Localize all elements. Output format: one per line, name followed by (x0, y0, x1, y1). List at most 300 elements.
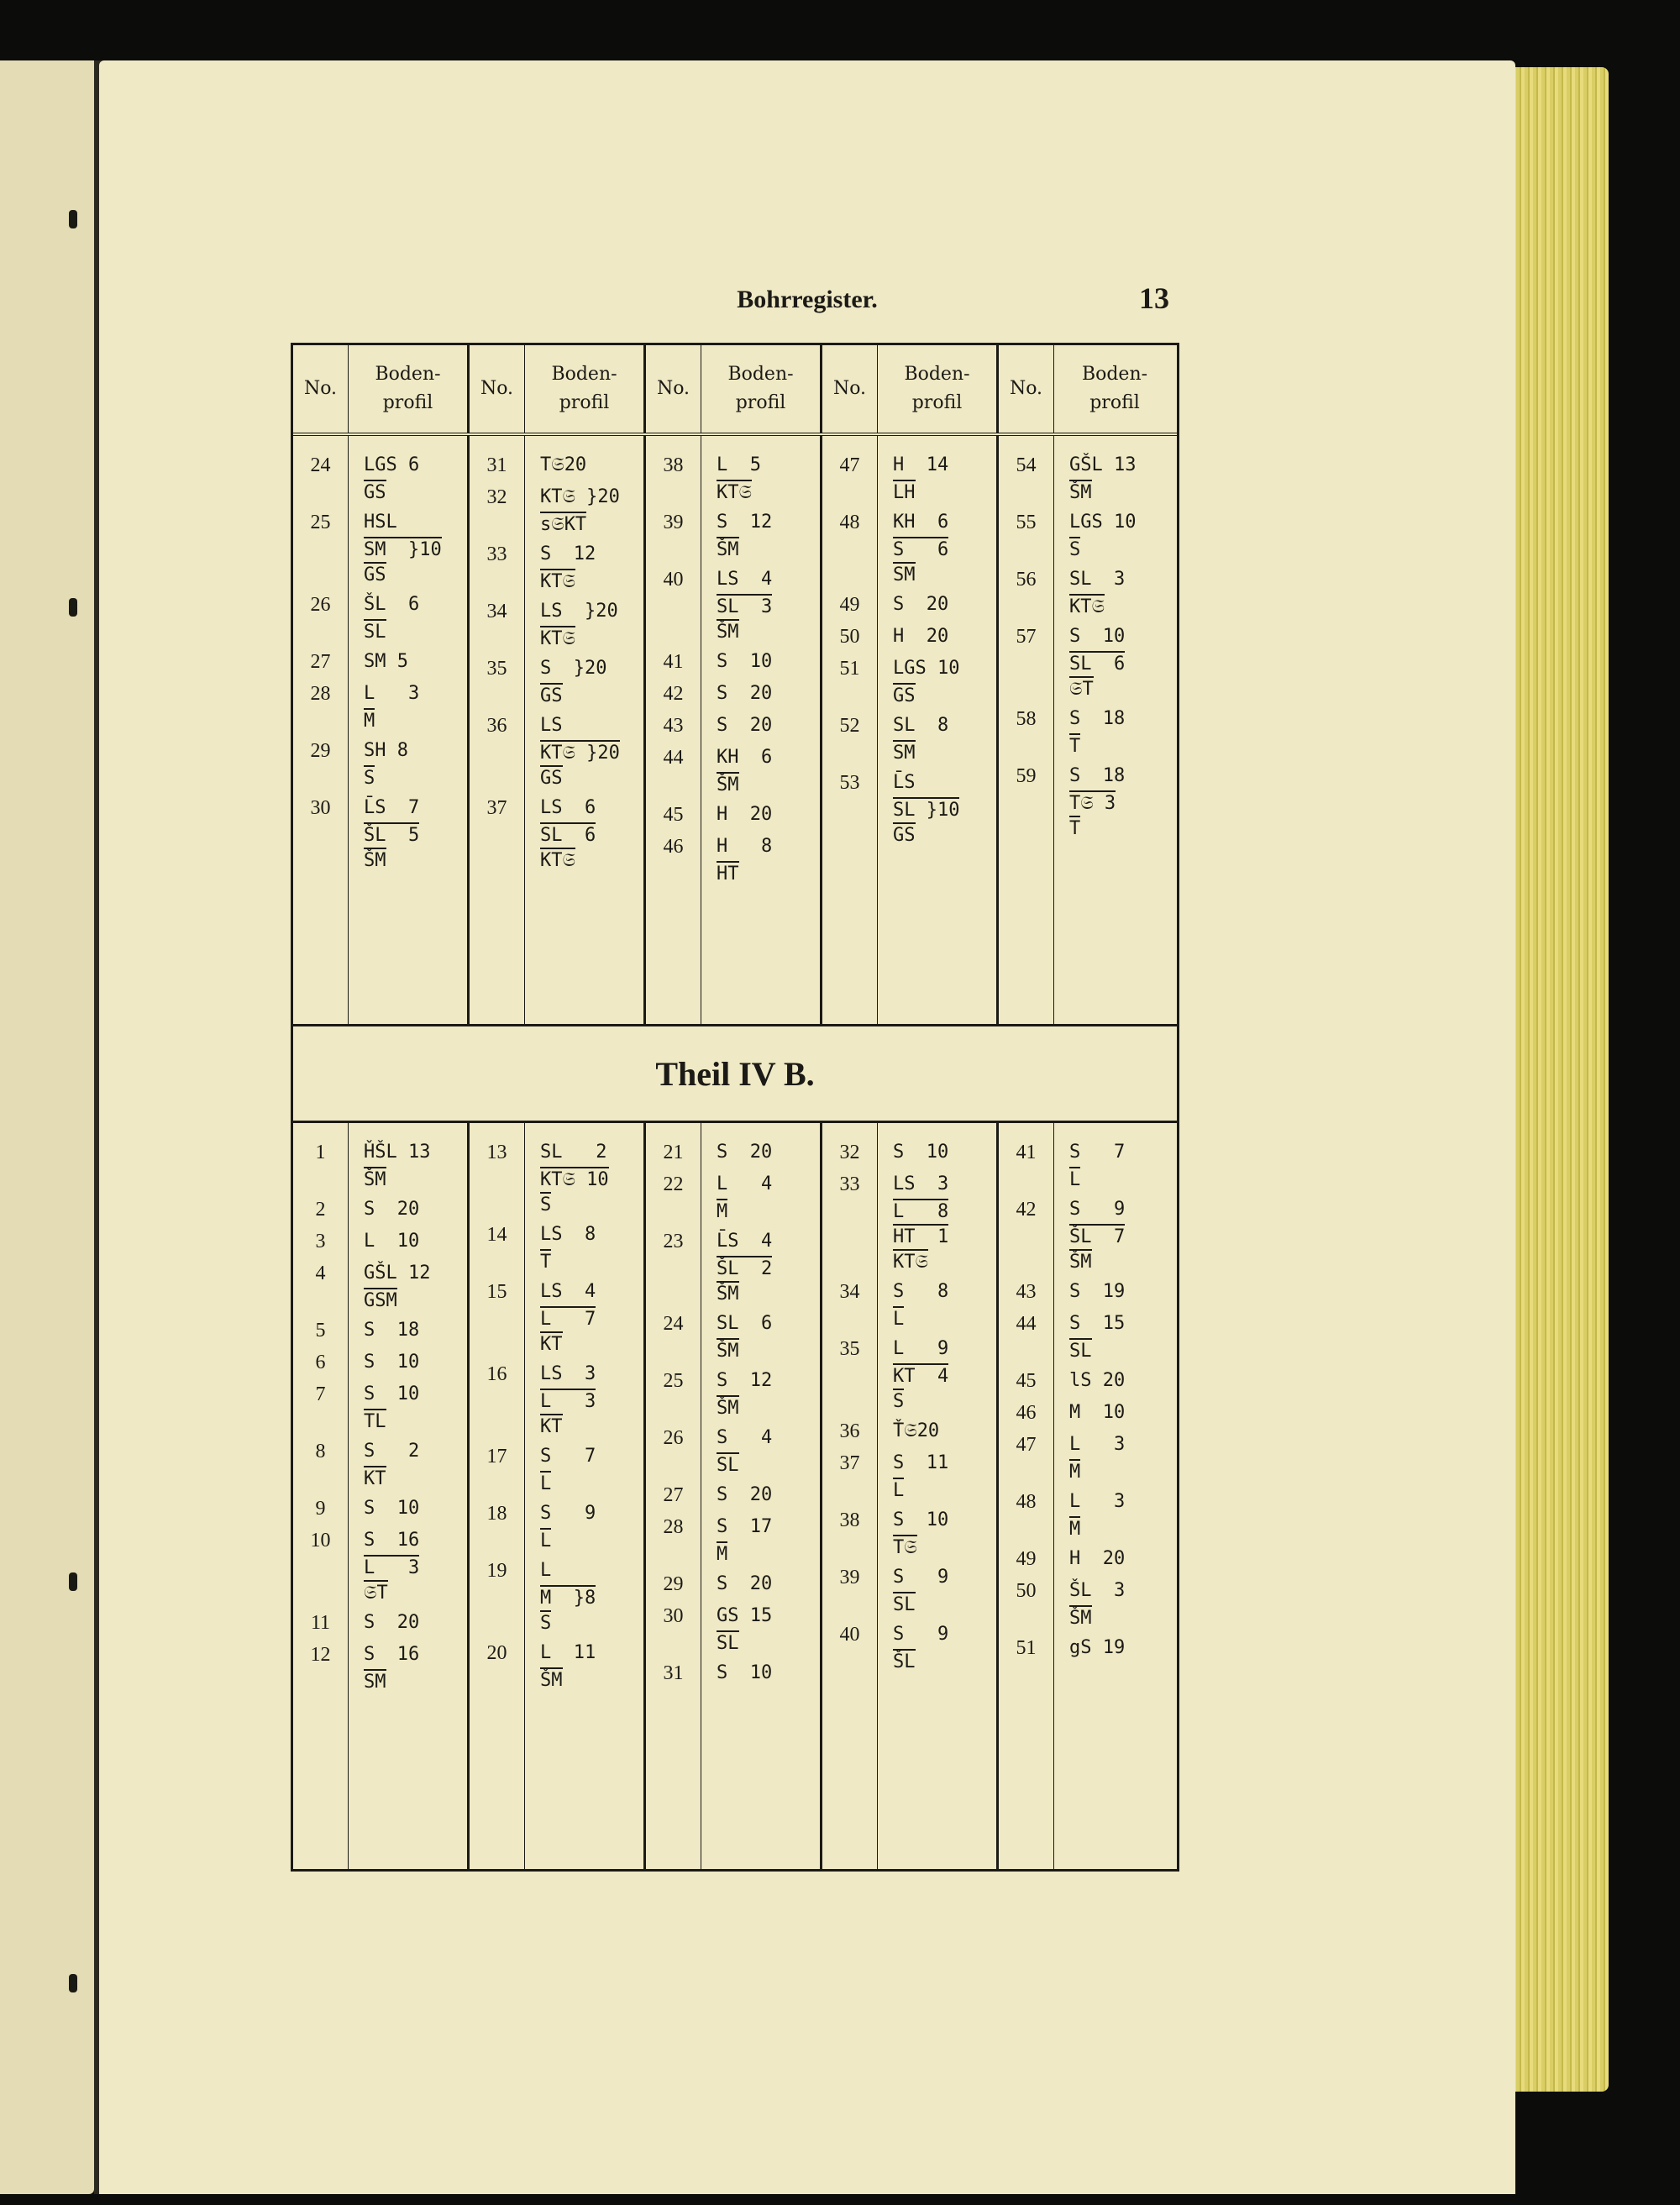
profile-layer: S 20 (364, 1199, 420, 1220)
profile-line (878, 1224, 996, 1247)
profile-line (525, 1471, 643, 1494)
profile-line (349, 512, 467, 533)
boring-number: 24 (310, 454, 331, 476)
profile-layer: S 18 (1069, 765, 1126, 786)
boring-number: 42 (1016, 1199, 1037, 1221)
left-facing-page (0, 60, 94, 2194)
boring-number: 45 (663, 804, 684, 826)
profile-layer: S 18 (364, 1320, 420, 1341)
boring-number: 22 (663, 1173, 684, 1195)
profile-line (349, 1288, 467, 1311)
profile-layer: S 8 (893, 1281, 949, 1302)
profile-layer: KT𝔖 (540, 569, 575, 592)
profile-line (878, 1249, 996, 1273)
column-no (646, 1123, 701, 1869)
profile-line (1054, 1459, 1175, 1483)
profile-layer: S 10 (364, 1352, 420, 1373)
column-bodenprofil (525, 436, 646, 1024)
profile-line (878, 772, 996, 793)
boring-number: 43 (663, 715, 684, 737)
column-no (293, 436, 349, 1024)
profile-line (701, 454, 820, 475)
boring-number: 28 (310, 683, 331, 705)
profile-line (1054, 1338, 1175, 1362)
profile-layer: L 7 (540, 1306, 596, 1330)
profile-line (525, 1331, 643, 1355)
profile-layer: L 4 (717, 1173, 773, 1194)
profile-line (878, 562, 996, 585)
profile-line (701, 512, 820, 533)
profile-line (349, 1466, 467, 1489)
header-bodenprofil: Boden- profil (878, 345, 999, 433)
boring-number: 25 (310, 512, 331, 533)
profile-layer: SH 8 (364, 740, 408, 761)
profile-layer: M (364, 708, 375, 732)
profile-layer: M }8 (540, 1585, 596, 1609)
profile-layer: HT 1 (893, 1224, 948, 1247)
profile-line (525, 569, 643, 592)
boring-number: 14 (486, 1224, 507, 1246)
profile-layer: GS (893, 683, 916, 706)
profile-layer: S 2 (364, 1441, 420, 1462)
profile-layer: L 11 (540, 1642, 596, 1663)
profile-line (878, 1452, 996, 1473)
bohrregister-table (291, 343, 1179, 1872)
profile-layer: SM (893, 740, 916, 764)
profile-layer: SL 8 (893, 715, 949, 736)
profile-layer: ŠM (540, 1667, 563, 1691)
profile-layer: S 7 (540, 1446, 596, 1467)
profile-line (525, 740, 643, 764)
profile-line (525, 1642, 643, 1663)
profile-line (525, 658, 643, 679)
profile-line (1054, 1402, 1175, 1423)
profile-line (701, 1142, 820, 1163)
profile-line (525, 1560, 643, 1581)
boring-number: 44 (663, 747, 684, 769)
profile-line (349, 1530, 467, 1551)
boring-number: 54 (1016, 454, 1037, 476)
profile-layer: LS 4 (540, 1281, 596, 1302)
boring-number: 37 (839, 1452, 860, 1474)
profile-line (878, 658, 996, 679)
profile-layer: SL (364, 619, 386, 643)
profile-layer: L 3 (1069, 1434, 1126, 1455)
profile-layer: GŠL 12 (364, 1263, 431, 1284)
header-no: No. (293, 345, 349, 433)
profile-layer: LGS 10 (893, 658, 960, 679)
boring-number: 36 (486, 715, 507, 737)
profile-line (349, 1263, 467, 1284)
profile-layer: S 20 (717, 683, 773, 704)
profile-line (1054, 512, 1175, 533)
column-no (822, 1123, 878, 1869)
boring-number: 6 (315, 1352, 326, 1373)
boring-number: 47 (839, 454, 860, 476)
boring-number: 38 (839, 1509, 860, 1531)
boring-number: 9 (315, 1498, 326, 1520)
boring-number: 8 (315, 1441, 326, 1462)
profile-layer: SL 6 (1069, 651, 1125, 675)
boring-number: 37 (486, 797, 507, 819)
section-title: Theil IV B. (293, 1024, 1177, 1123)
profile-line (701, 569, 820, 590)
profile-layer: SL 2 (540, 1142, 607, 1163)
profile-layer: M (717, 1541, 727, 1565)
profile-line (525, 1192, 643, 1215)
profile-layer: KT𝔖 (893, 1249, 928, 1273)
profile-layer: L 3 (364, 683, 420, 704)
profile-layer: S 20 (717, 1142, 773, 1163)
profile-line (525, 626, 643, 649)
boring-number: 1 (315, 1142, 326, 1163)
profile-line (349, 651, 467, 672)
profile-layer: KT𝔖 (1069, 594, 1105, 617)
profile-layer: S 6 (893, 537, 948, 560)
profile-line (701, 715, 820, 736)
profile-layer: ŠL 2 (717, 1256, 772, 1279)
profile-line (525, 1446, 643, 1467)
profile-layer: SL (717, 1452, 739, 1476)
profile-layer: S 20 (893, 594, 949, 615)
profile-line (1054, 1142, 1175, 1163)
profile-line (701, 480, 820, 503)
profile-layer: KT (540, 1331, 563, 1355)
boring-number: 3 (315, 1231, 326, 1252)
profile-layer: KT𝔖 (540, 848, 575, 871)
boring-number: 39 (663, 512, 684, 533)
column-bodenprofil (1054, 436, 1175, 1024)
profile-line (701, 1516, 820, 1537)
profile-line (701, 861, 820, 885)
boring-number: 43 (1016, 1281, 1037, 1303)
profile-line (525, 765, 643, 789)
profile-layer: S 20 (717, 715, 773, 736)
boring-number: 13 (486, 1142, 507, 1163)
profile-layer: SL }10 (893, 797, 959, 821)
column-bodenprofil (525, 1123, 646, 1869)
boring-number: 27 (663, 1484, 684, 1506)
profile-line (525, 1503, 643, 1524)
profile-line (1054, 1516, 1175, 1540)
profile-line (701, 804, 820, 825)
profile-layer: S (540, 1192, 551, 1215)
profile-line (701, 619, 820, 643)
profile-line (1054, 1491, 1175, 1512)
boring-number: 40 (839, 1624, 860, 1646)
profile-line (525, 1414, 643, 1437)
profile-line (878, 594, 996, 615)
profile-line (701, 1281, 820, 1305)
boring-number: 53 (839, 772, 860, 794)
profile-line (349, 1352, 467, 1373)
profile-line (349, 1320, 467, 1341)
profile-layer: S 12 (540, 543, 596, 564)
header-no: No. (470, 345, 525, 433)
profile-layer: ŠM (1069, 480, 1092, 503)
boring-number: 44 (1016, 1313, 1037, 1335)
column-bodenprofil (701, 436, 822, 1024)
profile-layer: SM 5 (364, 651, 408, 672)
profile-layer: gS 19 (1069, 1637, 1126, 1658)
binding-hole (69, 210, 77, 228)
profile-layer: KH 6 (893, 512, 949, 533)
profile-line (701, 1573, 820, 1594)
boring-number: 51 (839, 658, 860, 680)
profile-layer: S (540, 1610, 551, 1634)
boring-number: 47 (1016, 1434, 1037, 1456)
profile-layer: ŠM (364, 1167, 386, 1190)
profile-layer: GSM (364, 1288, 397, 1311)
boring-number: 4 (315, 1263, 326, 1284)
column-no (999, 1123, 1054, 1869)
boring-number: 38 (663, 454, 684, 476)
profile-layer: S 16 (364, 1530, 420, 1551)
profile-layer: H 8 (717, 836, 773, 857)
boring-number: 29 (310, 740, 331, 762)
boring-number: 35 (486, 658, 507, 680)
profile-layer: SM }10 (364, 537, 442, 560)
profile-line (349, 1383, 467, 1404)
profile-line (349, 1612, 467, 1633)
boring-number: 28 (663, 1516, 684, 1538)
boring-number: 2 (315, 1199, 326, 1221)
boring-number: 11 (310, 1612, 331, 1634)
profile-layer: M (1069, 1459, 1080, 1483)
boring-number: 51 (1016, 1637, 1037, 1659)
profile-line (1054, 1637, 1175, 1658)
profile-line (525, 683, 643, 706)
profile-layer: S 9 (893, 1624, 949, 1645)
profile-layer: S 9 (540, 1503, 596, 1524)
profile-layer: KT𝔖 (717, 480, 752, 503)
profile-line (1054, 1370, 1175, 1391)
boring-number: 10 (310, 1530, 331, 1551)
profile-layer: SL 6 (540, 822, 596, 846)
profile-layer: LGS 6 (364, 454, 420, 475)
profile-layer: GS (364, 480, 386, 503)
profile-layer: ŠM (1069, 1249, 1092, 1273)
boring-number: 33 (839, 1173, 860, 1195)
profile-layer: L 3 (1069, 1491, 1126, 1512)
profile-line (878, 1478, 996, 1501)
profile-layer: KH 6 (717, 747, 773, 768)
profile-line (701, 683, 820, 704)
profile-line (878, 1592, 996, 1615)
profile-line (878, 797, 996, 821)
profile-line (525, 454, 643, 475)
profile-line (349, 594, 467, 615)
profile-line (349, 480, 467, 503)
profile-line (878, 1649, 996, 1672)
profile-line (701, 1199, 820, 1222)
profile-line (525, 1585, 643, 1609)
profile-layer: Ť𝔖20 (893, 1420, 940, 1441)
profile-line (349, 740, 467, 761)
profile-line (525, 715, 643, 736)
header-bodenprofil: Boden- profil (349, 345, 470, 433)
profile-line (701, 1370, 820, 1391)
profile-layer: S 20 (364, 1612, 420, 1633)
profile-line (701, 537, 820, 560)
profile-layer: L 8 (893, 1199, 948, 1222)
profile-line (1054, 1224, 1175, 1247)
profile-layer: S (893, 1389, 904, 1412)
header-bodenprofil: Boden- profil (701, 345, 822, 433)
profile-line (349, 1555, 467, 1578)
page-number: 13 (1139, 281, 1169, 315)
binding-hole (69, 598, 77, 617)
profile-layer: SL (717, 1630, 739, 1654)
profile-line (349, 822, 467, 846)
boring-number: 42 (663, 683, 684, 705)
profile-layer: ŠM (717, 1338, 739, 1362)
boring-number: 15 (486, 1281, 507, 1303)
profile-layer: SL (893, 1592, 916, 1615)
profile-line (878, 715, 996, 736)
profile-layer: LGS 10 (1069, 512, 1137, 533)
boring-number: 31 (486, 454, 507, 476)
profile-layer: S 9 (893, 1567, 949, 1588)
profile-line (1054, 651, 1175, 675)
profile-layer: H 20 (893, 626, 949, 647)
boring-number: 17 (486, 1446, 507, 1467)
profile-line (701, 1256, 820, 1279)
profile-line (349, 537, 467, 560)
boring-number: 24 (663, 1313, 684, 1335)
profile-line (1054, 790, 1175, 814)
profile-layer: ŠL 5 (364, 822, 419, 846)
profile-layer: S 20 (717, 1484, 773, 1505)
profile-line (525, 1224, 643, 1245)
profile-layer: 𝔖T (1069, 676, 1094, 700)
profile-layer: s𝔖KT (540, 512, 586, 535)
profile-line (349, 1199, 467, 1220)
profile-line (1054, 1199, 1175, 1220)
profile-line (525, 486, 643, 507)
boring-number: 50 (839, 626, 860, 648)
binding-hole (69, 1974, 77, 1992)
profile-layer: T (1069, 816, 1080, 839)
boring-number: 23 (663, 1231, 684, 1252)
profile-layer: L (893, 1478, 904, 1501)
profile-layer: GS (364, 562, 386, 585)
profile-line (1054, 1548, 1175, 1569)
profile-layer: H 20 (1069, 1548, 1126, 1569)
column-bodenprofil (878, 1123, 999, 1869)
boring-number: 39 (839, 1567, 860, 1588)
profile-line (1054, 765, 1175, 786)
profile-layer: L 9 (893, 1338, 949, 1359)
profile-layer: S 10 (364, 1383, 420, 1404)
boring-number: 32 (486, 486, 507, 508)
boring-number: 49 (839, 594, 860, 616)
boring-number: 25 (663, 1370, 684, 1392)
boring-number: 7 (315, 1383, 326, 1405)
profile-layer: LS 6 (540, 797, 596, 818)
boring-number: 46 (663, 836, 684, 858)
profile-layer: LH (893, 480, 916, 503)
profile-layer: L (540, 1560, 552, 1581)
profile-layer: S 18 (1069, 708, 1126, 729)
boring-number: 16 (486, 1363, 507, 1385)
profile-line (525, 1167, 643, 1190)
profile-layer: S (1069, 537, 1080, 560)
profile-layer: ŠL 7 (1069, 1224, 1125, 1247)
profile-line (701, 1395, 820, 1419)
profile-line (525, 1281, 643, 1302)
profile-line (701, 1427, 820, 1448)
profile-layer: S 12 (717, 512, 773, 533)
profile-layer: S 19 (1069, 1281, 1126, 1302)
profile-line (525, 1667, 643, 1691)
profile-layer: S 10 (364, 1498, 420, 1519)
profile-layer: KT𝔖 }20 (540, 740, 620, 764)
profile-line (1054, 1167, 1175, 1190)
profile-line (525, 1610, 643, 1634)
table-upper-section (293, 436, 1177, 1024)
profile-line (701, 1662, 820, 1683)
profile-layer: S }20 (540, 658, 607, 679)
profile-layer: SL 3 (717, 594, 772, 617)
profile-line (701, 836, 820, 857)
boring-number: 40 (663, 569, 684, 591)
profile-layer: S (364, 765, 375, 789)
profile-line (878, 1173, 996, 1194)
boring-number: 30 (310, 797, 331, 819)
profile-line (701, 1173, 820, 1194)
profile-layer: S 11 (893, 1452, 949, 1473)
profile-line (349, 619, 467, 643)
profile-layer: ŠL 3 (1069, 1580, 1126, 1601)
profile-layer: L (893, 1306, 904, 1330)
profile-line (525, 1528, 643, 1551)
profile-layer: L (540, 1471, 551, 1494)
boring-number: 48 (839, 512, 860, 533)
profile-layer: ŠM (364, 848, 386, 871)
profile-line (349, 765, 467, 789)
boring-number: 32 (839, 1142, 860, 1163)
profile-layer: S 10 (893, 1509, 949, 1530)
profile-layer: ŠM (717, 537, 739, 560)
boring-number: 18 (486, 1503, 507, 1525)
boring-number: 33 (486, 543, 507, 565)
profile-layer: S 10 (717, 1662, 773, 1683)
profile-layer: L̄S 7 (364, 797, 420, 818)
profile-line (1054, 816, 1175, 839)
profile-line (525, 1142, 643, 1163)
profile-line (349, 1167, 467, 1190)
profile-line (701, 1313, 820, 1334)
profile-line (349, 1409, 467, 1432)
column-no (646, 436, 701, 1024)
profile-line (1054, 569, 1175, 590)
profile-line (349, 797, 467, 818)
profile-line (878, 1567, 996, 1588)
profile-line (878, 683, 996, 706)
profile-line (1054, 1249, 1175, 1273)
profile-layer: T (1069, 733, 1080, 757)
boring-number: 41 (663, 651, 684, 673)
profile-layer: GS (540, 765, 563, 789)
profile-line (349, 1498, 467, 1519)
boring-number: 26 (310, 594, 331, 616)
profile-line (525, 797, 643, 818)
profile-layer: H 20 (717, 804, 773, 825)
profile-line (525, 1389, 643, 1412)
profile-layer: LS 4 (717, 569, 773, 590)
profile-line (525, 1306, 643, 1330)
